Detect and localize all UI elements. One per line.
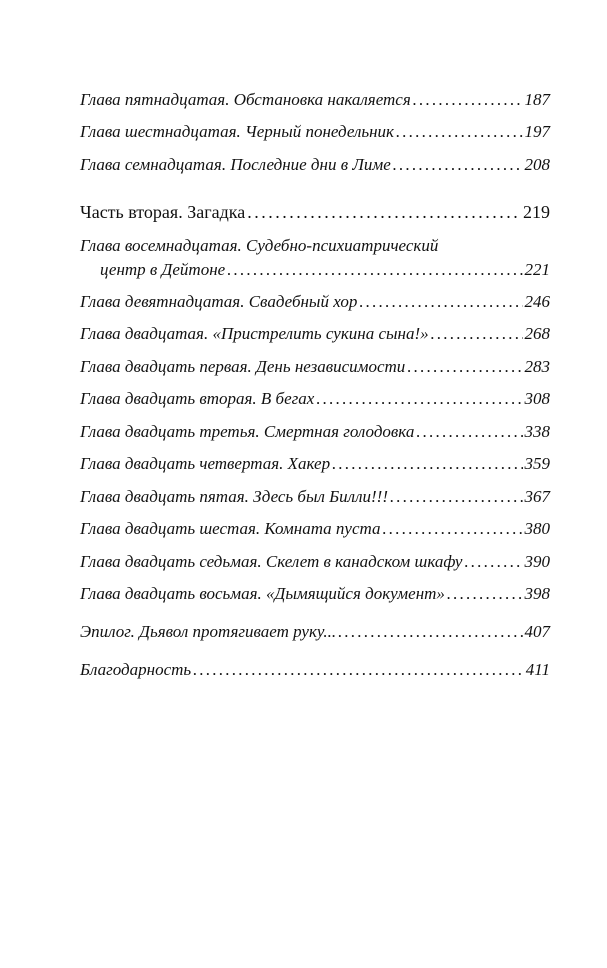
toc-entry-chapter-20[interactable] (80, 322, 550, 346)
entry-title: Благодарность (80, 660, 192, 679)
entry-page-number: 308 (524, 389, 550, 408)
entry-title: Глава девятнадцатая. Свадебный хор (80, 292, 358, 311)
entry-page-number: 283 (524, 357, 550, 376)
dot-leader (359, 290, 522, 314)
toc-entry-chapter-19[interactable] (80, 290, 550, 314)
dot-leader (447, 582, 523, 606)
dot-leader (390, 485, 523, 509)
entry-title: Эпилог. Дьявол протягивает руку... (80, 622, 337, 641)
toc-entry-chapter-28[interactable] (80, 582, 550, 606)
dot-leader (416, 420, 522, 444)
toc-entry-chapter-15[interactable] (80, 88, 550, 112)
toc-entry-epilogue[interactable] (80, 620, 550, 644)
dot-leader (338, 620, 522, 644)
entry-title: Глава двадцатая. «Пристрелить сукина сына!» (80, 324, 429, 343)
dot-leader (464, 550, 522, 574)
entry-page-number: 219 (523, 202, 550, 222)
toc-entry-chapter-21[interactable] (80, 355, 550, 379)
entry-page-number: 197 (524, 122, 550, 141)
entry-page-number: 359 (524, 454, 550, 473)
toc-entry-chapter-22[interactable] (80, 387, 550, 411)
toc-entry-chapter-27[interactable] (80, 550, 550, 574)
dot-leader (332, 452, 522, 476)
entry-page-number: 187 (524, 90, 550, 109)
toc-entry-chapter-25[interactable] (80, 485, 550, 509)
entry-title: Глава двадцать восьмая. «Дымящийся документ» (80, 584, 445, 603)
toc-entry-chapter-23[interactable] (80, 420, 550, 444)
dot-leader (396, 120, 523, 144)
dot-leader (383, 517, 523, 541)
entry-page-number: 221 (524, 260, 550, 279)
entry-title-line-1: Глава восемнадцатая. Судебно-психиатрический (80, 236, 439, 255)
toc-entry-chapter-16[interactable] (80, 120, 550, 144)
entry-title: Часть вторая. Загадка (80, 202, 246, 222)
entry-page-number: 338 (524, 422, 550, 441)
entry-title-line-2: центр в Дейтоне (100, 260, 226, 279)
entry-title: Глава семнадцатая. Последние дни в Лиме (80, 155, 391, 174)
toc-entry-chapter-26[interactable] (80, 517, 550, 541)
dot-leader (393, 153, 523, 177)
dot-leader (431, 322, 523, 346)
entry-page-number: 390 (524, 552, 550, 571)
entry-page-number: 367 (524, 487, 550, 506)
dot-leader (247, 200, 521, 224)
entry-title: Глава двадцать шестая. Комната пуста (80, 519, 381, 538)
toc-entry-acknowledgements[interactable] (80, 658, 550, 682)
dot-leader (407, 355, 522, 379)
entry-title: Глава пятнадцатая. Обстановка накаляется (80, 90, 411, 109)
toc-entry-chapter-17[interactable] (80, 153, 550, 177)
dot-leader (227, 258, 522, 282)
toc-entry-chapter-24[interactable] (80, 452, 550, 476)
dot-leader (193, 658, 524, 682)
entry-title: Глава двадцать пятая. Здесь был Билли!!! (80, 487, 388, 506)
toc-entry-part-two[interactable] (80, 200, 550, 224)
dot-leader (413, 88, 523, 112)
entry-page-number: 208 (524, 155, 550, 174)
entry-title: Глава двадцать седьмая. Скелет в канадском шкафу (80, 552, 463, 571)
entry-page-number: 411 (525, 660, 550, 679)
entry-title: Глава двадцать вторая. В бегах (80, 389, 315, 408)
dot-leader (316, 387, 522, 411)
entry-page-number: 407 (524, 622, 550, 641)
entry-title: Глава двадцать третья. Смертная голодовка (80, 422, 415, 441)
entry-page-number: 268 (524, 324, 550, 343)
entry-title: Глава двадцать четвертая. Хакер (80, 454, 331, 473)
entry-page-number: 398 (524, 584, 550, 603)
entry-page-number: 380 (524, 519, 550, 538)
entry-title: Глава двадцать первая. День независимости (80, 357, 406, 376)
entry-title: Глава шестнадцатая. Черный понедельник (80, 122, 394, 141)
toc-entry-chapter-18[interactable] (80, 234, 550, 282)
entry-page-number: 246 (524, 292, 550, 311)
